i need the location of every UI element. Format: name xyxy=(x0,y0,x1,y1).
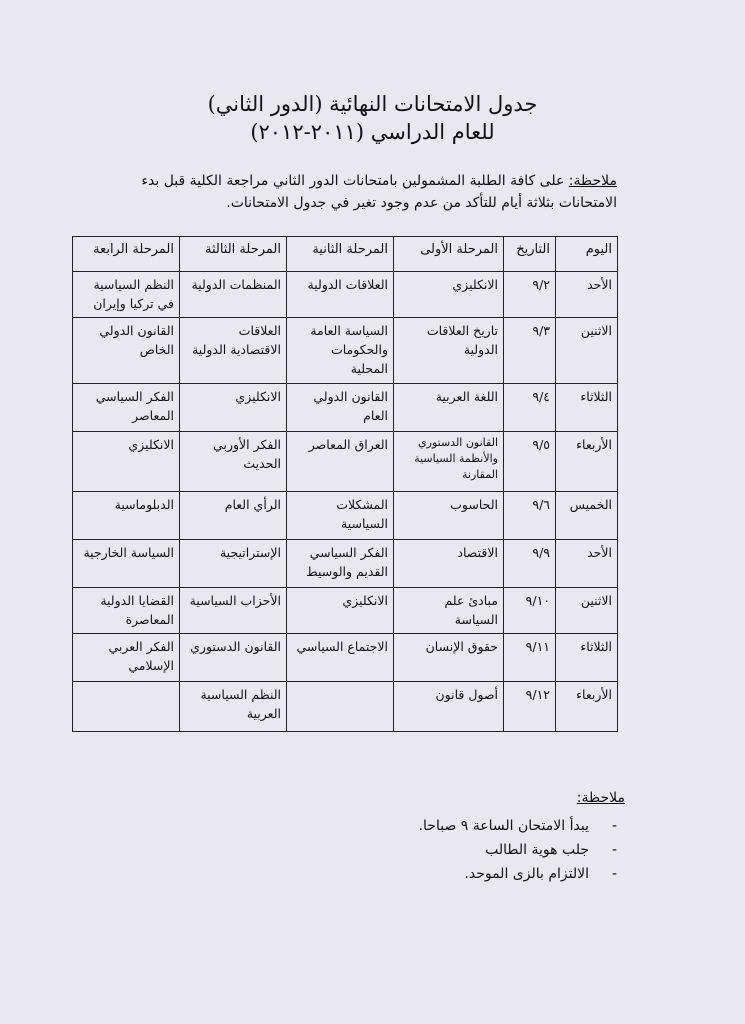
cell-stage-4: القانون الدولي الخاص xyxy=(73,318,180,384)
footer-note-list xyxy=(325,815,625,885)
cell-stage-4: الدبلوماسية xyxy=(73,492,180,540)
table-row xyxy=(73,588,618,634)
cell-stage-3: القانون الدستوري xyxy=(180,634,287,682)
cell-stage-3: الرأي العام xyxy=(180,492,287,540)
cell-stage-2: العلاقات الدولية xyxy=(287,272,394,318)
cell-stage-4: النظم السياسية في تركيا وإيران xyxy=(73,272,180,318)
table-row xyxy=(73,432,618,492)
cell-date: ٩/١٢ xyxy=(504,682,556,732)
cell-date: ٩/٣ xyxy=(504,318,556,384)
cell-day: الأربعاء xyxy=(556,432,618,492)
header-date: التاريخ xyxy=(504,237,556,272)
cell-stage-2 xyxy=(287,682,394,732)
cell-day: الاثنين xyxy=(556,318,618,384)
cell-stage-2: القانون الدولي العام xyxy=(287,384,394,432)
exam-schedule-table xyxy=(72,236,618,732)
list-item: - جلب هوية الطالب xyxy=(325,839,625,861)
cell-stage-1: الانكليزي xyxy=(394,272,504,318)
cell-day: الثلاثاء xyxy=(556,634,618,682)
cell-stage-1: القانون الدستوري والأنظمة السياسية المقارنة xyxy=(394,432,504,492)
top-note-text: على كافة الطلبة المشمولين بامتحانات الدور الثاني مراجعة الكلية قبل بدء الامتحانات بثلاثة أيام للتأكد من عدم وجود تغير في جدول الامتحانات. xyxy=(141,173,617,211)
cell-stage-2: العراق المعاصر xyxy=(287,432,394,492)
cell-day: الخميس xyxy=(556,492,618,540)
header-stage-1: المرحلة الأولى xyxy=(394,237,504,272)
cell-stage-1: اللغة العربية xyxy=(394,384,504,432)
table-header-row xyxy=(73,237,618,272)
table-row xyxy=(73,272,618,318)
list-item: - الالتزام بالزى الموحد. xyxy=(325,863,625,885)
cell-day: الأحد xyxy=(556,540,618,588)
cell-stage-3: الانكليزي xyxy=(180,384,287,432)
table-row xyxy=(73,492,618,540)
table-row xyxy=(73,682,618,732)
cell-date: ٩/٢ xyxy=(504,272,556,318)
cell-stage-3: النظم السياسية العربية xyxy=(180,682,287,732)
table-row xyxy=(73,634,618,682)
cell-stage-4: الانكليزي xyxy=(73,432,180,492)
cell-day: الاثنين xyxy=(556,588,618,634)
cell-date: ٩/٦ xyxy=(504,492,556,540)
cell-stage-4: الفكر السياسي المعاصر xyxy=(73,384,180,432)
cell-day: الثلاثاء xyxy=(556,384,618,432)
footer-note-label: ملاحظة: xyxy=(576,790,625,806)
cell-stage-2: الاجتماع السياسي xyxy=(287,634,394,682)
table-row xyxy=(73,384,618,432)
cell-stage-4: الفكر العربي الإسلامي xyxy=(73,634,180,682)
cell-stage-2: الانكليزي xyxy=(287,588,394,634)
table-row xyxy=(73,318,618,384)
cell-date: ٩/٤ xyxy=(504,384,556,432)
footer-notes xyxy=(325,787,625,887)
cell-stage-2: الفكر السياسي القديم والوسيط xyxy=(287,540,394,588)
table-row xyxy=(73,540,618,588)
cell-day: الأربعاء xyxy=(556,682,618,732)
cell-day: الأحد xyxy=(556,272,618,318)
header-stage-4: المرحلة الرابعة xyxy=(73,237,180,272)
cell-date: ٩/٥ xyxy=(504,432,556,492)
cell-stage-3: العلاقات الاقتصادية الدولية xyxy=(180,318,287,384)
cell-stage-4: القضايا الدولية المعاصرة xyxy=(73,588,180,634)
document-title: جدول الامتحانات النهائية (الدور الثاني) xyxy=(207,92,538,116)
cell-stage-1: مبادئ علم السياسة xyxy=(394,588,504,634)
header-stage-3: المرحلة الثالثة xyxy=(180,237,287,272)
cell-date: ٩/١١ xyxy=(504,634,556,682)
cell-stage-1: الاقتصاد xyxy=(394,540,504,588)
academic-year-title: للعام الدراسي (٢٠١١-٢٠١٢) xyxy=(250,120,495,144)
top-note xyxy=(117,170,617,214)
cell-stage-2: المشكلات السياسية xyxy=(287,492,394,540)
cell-date: ٩/١٠ xyxy=(504,588,556,634)
cell-stage-2: السياسة العامة والحكومات المحلية xyxy=(287,318,394,384)
cell-stage-1: حقوق الإنسان xyxy=(394,634,504,682)
cell-stage-3: الفكر الأوربي الحديث xyxy=(180,432,287,492)
cell-stage-4 xyxy=(73,682,180,732)
list-item: - يبدأ الامتحان الساعة ٩ صباحا. xyxy=(325,815,625,837)
cell-stage-4: السياسة الخارجية xyxy=(73,540,180,588)
cell-date: ٩/٩ xyxy=(504,540,556,588)
cell-stage-3: المنظمات الدولية xyxy=(180,272,287,318)
top-note-label: ملاحظة: xyxy=(568,173,617,189)
cell-stage-3: الإستراتيجية xyxy=(180,540,287,588)
cell-stage-1: الحاسوب xyxy=(394,492,504,540)
cell-stage-3: الأحزاب السياسية xyxy=(180,588,287,634)
header-stage-2: المرحلة الثانية xyxy=(287,237,394,272)
cell-stage-1: تاريخ العلاقات الدولية xyxy=(394,318,504,384)
cell-stage-1: أصول قانون xyxy=(394,682,504,732)
header-day: اليوم xyxy=(556,237,618,272)
